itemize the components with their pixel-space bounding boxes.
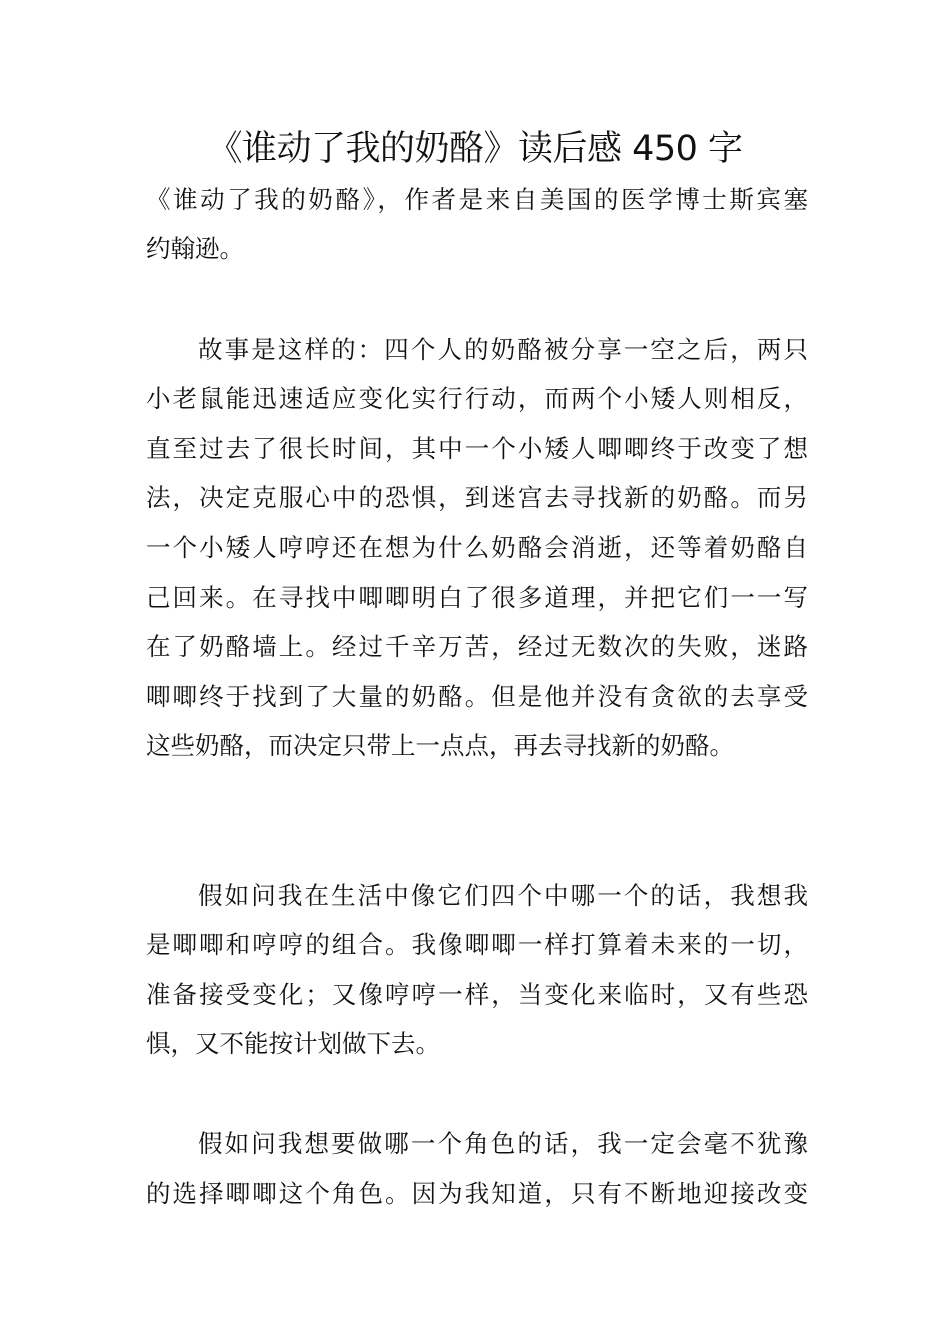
text-line: 故事是这样的：四个人的奶酪被分享一空之后，两只 [198,335,808,364]
text-line: 法，决定克服心中的恐惧，到迷宫去寻找新的奶酪。而另 [146,483,808,512]
text-line: 一个小矮人哼哼还在想为什么奶酪会消逝，还等着奶酪自 [146,533,808,562]
text-line: 在了奶酪墙上。经过千辛万苦，经过无数次的失败，迷路 [146,632,808,661]
text-line: 惧，又不能按计划做下去。 [146,1029,440,1058]
document-title: 《谁动了我的奶酪》读后感 450 字 [207,129,743,169]
text-line: 准备接受变化；又像哼哼一样，当变化来临时，又有些恐 [146,980,808,1009]
text-line: 《谁动了我的奶酪》，作者是来自美国的医学博士斯宾塞 [146,185,808,214]
text-line: 小老鼠能迅速适应变化实行行动，而两个小矮人则相反， [146,384,808,413]
text-line: 假如问我在生活中像它们四个中哪一个的话，我想我 [198,881,808,910]
text-line: 直至过去了很长时间，其中一个小矮人唧唧终于改变了想 [146,434,808,463]
text-line: 是唧唧和哼哼的组合。我像唧唧一样打算着未来的一切， [146,930,808,959]
text-line: 己回来。在寻找中唧唧明白了很多道理，并把它们一一写 [146,583,808,612]
text-line: 约翰逊。 [146,234,244,263]
text-line: 这些奶酪，而决定只带上一点点，再去寻找新的奶酪。 [146,731,734,760]
text-line: 唧唧终于找到了大量的奶酪。但是他并没有贪欲的去享受 [146,682,808,711]
text-line: 假如问我想要做哪一个角色的话，我一定会毫不犹豫 [198,1129,808,1158]
text-line: 的选择唧唧这个角色。因为我知道，只有不断地迎接改变 [146,1179,808,1208]
